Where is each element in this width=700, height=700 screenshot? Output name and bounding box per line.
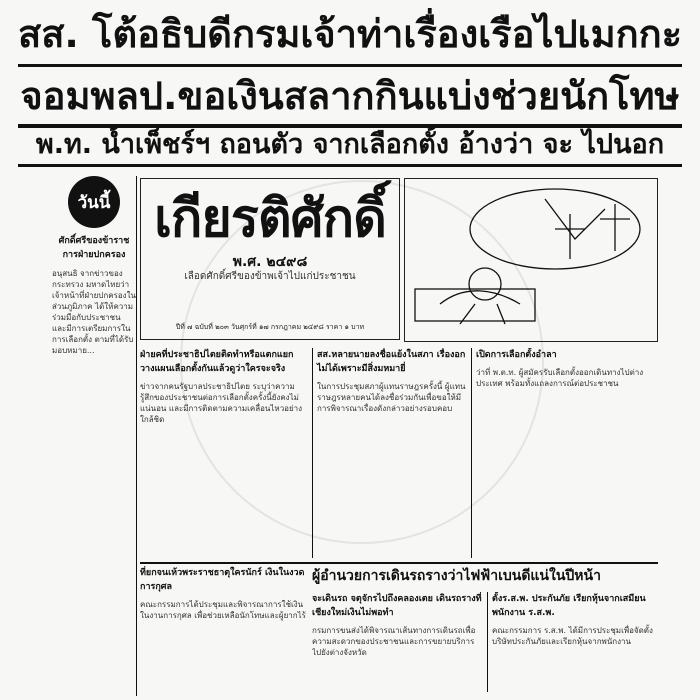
article-4-body: คณะกรรมการได้ประชุมและพิจารณาการใช้เงินในงานการกุศล เพื่อช่วยเหลือนักโทษและผู้ยากไร้ (140, 600, 306, 620)
article-6-title: จะเดินรถ จตุจักรไปถึงคลองเตย เดินรถรางที่เชียงใหม่เงินไม่พอทำ (312, 594, 482, 618)
headline-rule-3 (18, 164, 682, 167)
article-1-title: ฝ่ายคที่ประชาธิปไตยติดทำหรือแตกแยก วางแผนเลือกตั้งกันแล้วดูว่าใครจะจริง (140, 350, 294, 374)
masthead-motto: เลือดศักดิ์ศรีของข้าพเจ้าไปแก่ประชาชน (184, 271, 356, 282)
article-1 (140, 348, 308, 558)
masthead-subtitle: พ.ศ. ๒๔๙๘ (232, 254, 308, 270)
masthead-issue-line: ปีที่ ๗ ฉบับที่ ๒๐๓ วันศุกร์ที่ ๑๗ กรกฎาคม ๒๔๙๘ ราคา ๑ บาท (175, 323, 365, 331)
article-2 (312, 348, 472, 558)
article-1-body: ข่าวจากคนรัฐบาลประชาธิปไตย ระบุว่าความรู้สึกของประชาชนต่อการเลือกตั้งครั้งนี้ยังคงไม่แน่นอน และมีการติดตามความเคลื่อนไหวอย่างใกล้ชิด (140, 382, 303, 424)
article-4-title: ที่ยกจนเห้วพระราชธาตุใครนักร์ เงินในงวดการกุศล (140, 568, 305, 592)
article-4 (140, 566, 308, 686)
cartoon-illustration (405, 179, 657, 341)
article-2-body: ในการประชุมสภาผู้แทนราษฎรครั้งนี้ ผู้แทนราษฎรหลายคนได้ลงชื่อร่วมกันเพื่อขอให้มีการพิจารณาเรื่องดังกล่าวอย่างรอบคอบ (317, 382, 466, 413)
article-7 (492, 592, 658, 692)
headline-rule-1 (18, 64, 682, 67)
column-logo: วันนี้ (68, 176, 120, 228)
article-6-body: กรมการขนส่งได้พิจารณาเส้นทางการเดินรถเพื่อความสะดวกของประชาชนและการขยายบริการไปยังต่างจังหวัด (312, 626, 476, 657)
left-column-heading: ศักดิ์ศรีของข้าราช การฝ่ายปกครอง (58, 236, 130, 260)
article-6 (312, 592, 488, 692)
article-5 (312, 566, 658, 590)
headline-3: พ.ท. น้ำเพ็ชร์ฯ ถอนตัว จากเลือกตั้ง อ้างว่า จะ ไปนอก (35, 129, 665, 160)
article-7-body: คณะกรรมการ ร.ส.พ. ได้มีการประชุมเพื่อจัดตั้งบริษัทประกันภัยและเรียกหุ้นจากพนักงาน (492, 626, 653, 646)
article-7-title: ตั้งร.ส.พ. ประกันภัย เรียกหุ้นจากเสมียนพนักงาน ร.ส.พ. (492, 594, 646, 618)
masthead-box (140, 178, 400, 340)
article-3-body: ว่าที่ พ.ต.ท. ผู้สมัครรับเลือกตั้งออกเดินทางไปต่างประเทศ พร้อมทั้งแถลงการณ์ต่อประชาชน (476, 368, 644, 388)
left-column-body: อนุสนธิ จากข่าวของกระทรวง มหาดไทยว่า เจ้าหน้าที่ฝ่ายปกครองในส่วนภูมิภาค ได้ให้ความร่วมมือกับประชาชน และมีการเตรียมการในการเลือกตั้ง ตามที่ได้รับมอบหมาย... (52, 269, 136, 355)
headline-1: สส. โต้อธิบดีกรมเจ้าท่าเรื่องเรือไปเมกกะ (18, 12, 682, 56)
lower-section-rule (140, 562, 658, 564)
article-5-title: ผู้อำนวยการเดินรถรางว่าไฟฟ้าเบนดีแน่ในปีหน้า (312, 568, 601, 584)
masthead-title: เกียรติศักดิ์ (154, 189, 386, 249)
article-2-title: สส.หลายนายลงชื่อแย้งในสภา เรื่องอกไม่ได้เพราะมีสิ่งมหมายี่ (317, 350, 466, 374)
article-3 (476, 348, 658, 558)
cartoon-box (404, 178, 658, 342)
article-3-title: เปิดการเลือกตั้งอำลา (476, 350, 557, 360)
left-column (52, 176, 137, 696)
headline-2: จอมพลป.ขอเงินสลากกินแบ่งช่วยนักโทษ (20, 74, 680, 118)
